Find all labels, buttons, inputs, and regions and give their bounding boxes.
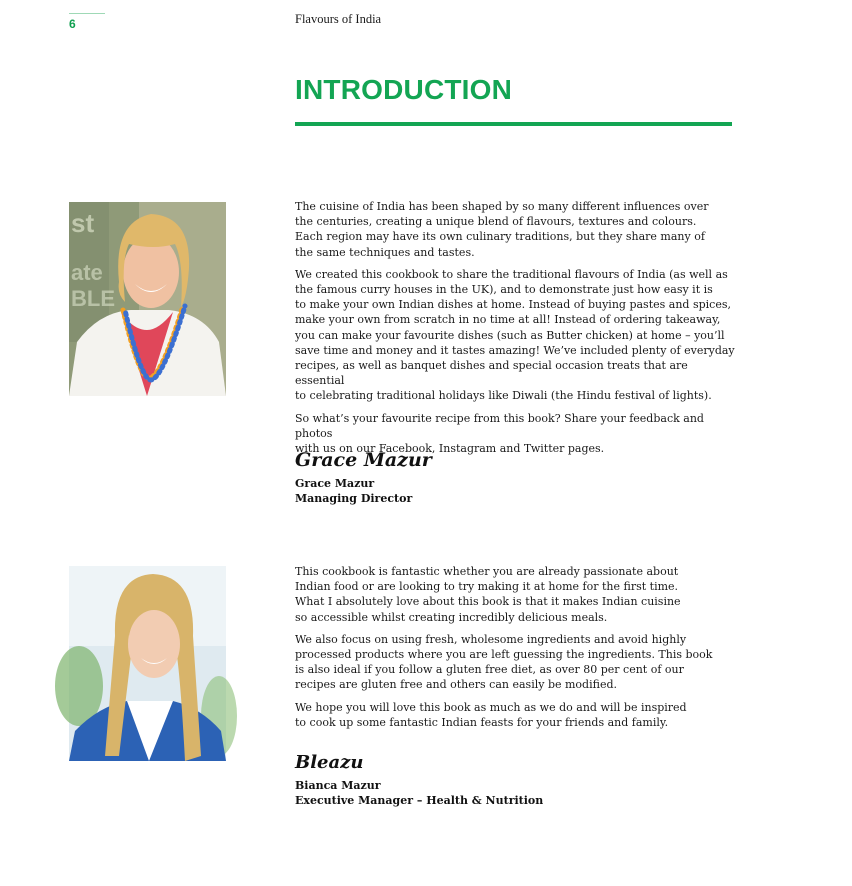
svg-text:BLE: BLE	[71, 286, 115, 311]
svg-text:Grace Mazur: Grace Mazur	[295, 449, 432, 471]
signoff-name: Bianca Mazur	[295, 779, 381, 792]
page-number: 6	[69, 17, 76, 31]
signoff-bianca	[295, 779, 543, 808]
page-title: INTRODUCTION	[295, 74, 513, 105]
grace-mazur-signature	[295, 445, 432, 473]
paragraph: We hope you will love this book as much as we do and will be inspired to cook up some fantastic Indian feasts for your friends and family.	[295, 700, 687, 729]
svg-text:ate: ate	[71, 260, 103, 285]
intro-text-bianca	[295, 564, 735, 737]
signoff-role: Executive Manager – Health & Nutrition	[295, 793, 544, 807]
running-header: Flavours of India	[295, 12, 382, 26]
bianca-mazur-photo	[69, 566, 226, 761]
paragraph: The cuisine of India has been shaped by so many different influences over the centuries, creating a unique blend of flavours, textures and colours. Each region may have its own culinary traditions, but they share many of the same techniques and tastes.	[295, 200, 709, 259]
paragraph: We also focus on using fresh, wholesome ingredients and avoid highly processed products where you are left guessing the ingredients. This book is also ideal if you follow a gluten free diet, as over 80 per cent of our recipes are gluten free and others can easily be modified.	[295, 632, 713, 692]
title-underline	[295, 122, 732, 126]
paragraph: This cookbook is fantastic whether you are already passionate about Indian food or are looking to try making it at home for the first time. What I absolutely love about this book is that it makes Indian cuisine so accessible whilst creating incredibly delicious meals.	[295, 565, 681, 624]
intro-text-grace	[295, 199, 735, 463]
grace-mazur-photo	[69, 202, 226, 396]
signoff-name: Grace Mazur	[295, 477, 375, 490]
signoff-role: Managing Director	[295, 491, 413, 505]
svg-text:st: st	[71, 208, 95, 238]
svg-text:Bleazu: Bleazu	[295, 752, 364, 773]
paragraph: We created this cookbook to share the traditional flavours of India (as well as the famous curry houses in the UK), and to demonstrate just how easy it is to make your own Indian dishes at home. Instead of buying pastes and spices, make your own from scratch in no time at all! Instead of ordering takeaway, you can make your favourite dishes (such as Butter chicken) at home – you’ll save time and money and it tastes amazing! We’ve included plenty of everyday recipes, as well as banquet dishes and special occasion treats that are essential to celebrating traditional holidays like Diwali (the Hindu festival of lights).	[295, 267, 735, 403]
signoff-grace	[295, 477, 412, 506]
page-number-rule	[69, 13, 105, 14]
bianca-mazur-signature	[295, 746, 375, 776]
paragraph: So what’s your favourite recipe from this book? Share your feedback and photos with us on our Facebook, Instagram and Twitter pages.	[295, 411, 704, 456]
